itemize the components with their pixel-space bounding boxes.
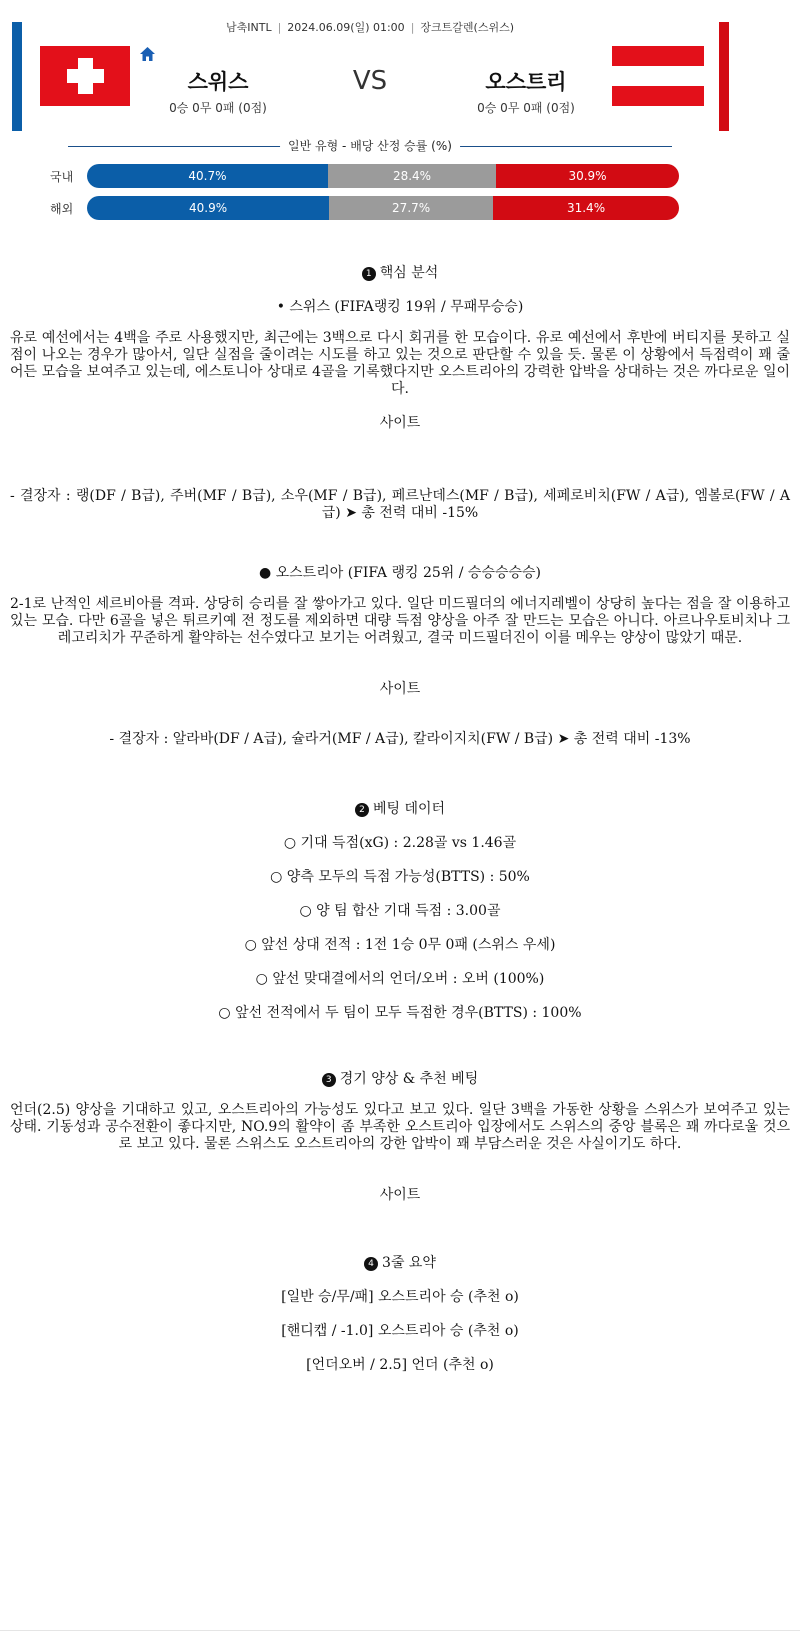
home-team-subheading: • 스위스 (FIFA랭킹 19위 / 무패무승승) (276, 299, 524, 315)
away-team-record: 0승 0무 0패 (0점) (477, 101, 575, 115)
betting-data-item: ○ 양측 모두의 득점 가능성(BTTS) : 50% (270, 869, 530, 885)
away-absent-players: - 결장자 : 알라바(DF / A급), 슐라거(MF / A급), 칼라이지치(FW / B급) ➤ 총 전력 대비 -13% (109, 731, 691, 747)
away-team-subheading: ● 오스트리아 (FIFA 랭킹 25위 / 승승승승승) (258, 565, 542, 581)
home-team-record: 0승 0무 0패 (0점) (169, 101, 267, 115)
home-team-name[interactable]: 스위스 (187, 70, 249, 94)
odds-row-label: 국내 (50, 170, 74, 184)
draw-segment: 28.4% (328, 164, 496, 188)
odds-row-overseas (0, 196, 800, 220)
away-analysis-paragraph: 2-1로 난적인 세르비아를 격파. 상당히 승리를 잘 쌓아가고 있다. 일단 미드필더의 에너지레벨이 상당히 높다는 점을 잘 이용하고 있는 모습. 다만 6골을 넣은 튀르키예 전 정도를 제외하면 대량 득점 양상을 아주 잘 만드는 모습은 아니다. 아르나우토비치나 그레고리치가 꾸준하게 활약하는 선수였다고 보기는 어려웠고, 결국 미드필더진이 이를 메우는 양상이 많았기 때문. (10, 596, 790, 646)
number-1-icon: 1 (362, 267, 376, 281)
away-win-segment: 31.4% (493, 196, 679, 220)
section-heading-betting-data (10, 798, 790, 818)
betting-data-item: ○ 양 팀 합산 기대 득점 : 3.00골 (299, 903, 501, 919)
summary-item: [핸디캡 / -1.0] 오스트리아 승 (추천 o) (281, 1323, 519, 1339)
home-icon (139, 46, 156, 62)
home-win-segment: 40.9% (87, 196, 329, 220)
site-link[interactable]: 사이트 (379, 681, 421, 697)
odds-bar (87, 164, 679, 188)
away-team-name[interactable]: 오스트리 (485, 70, 567, 94)
summary-item: [일반 승/무/패] 오스트리아 승 (추천 o) (281, 1289, 519, 1305)
home-absent-players: - 결장자 : 랭(DF / B급), 주버(MF / B급), 소우(MF / B급), 페르난데스(MF / B급), 세페로비치(FW / A급), 엠볼로(FW / A급) ➤ 총 전력 대비 -15% (10, 488, 790, 521)
number-3-icon: 3 (322, 1073, 336, 1087)
odds-title: 일반 유형 - 배당 산정 승률 (%) (280, 137, 460, 154)
match-venue: 장크트갈렌(스위스) (420, 21, 514, 34)
section-heading-prediction (10, 1068, 790, 1088)
odds-bar (87, 196, 679, 220)
home-win-segment: 40.7% (87, 164, 328, 188)
odds-row-label: 해외 (50, 202, 74, 216)
betting-data-item: ○ 앞선 전적에서 두 팀이 모두 득점한 경우(BTTS) : 100% (218, 1005, 582, 1021)
betting-data-item: ○ 앞선 상대 전적 : 1전 1승 0무 0패 (스위스 우세) (244, 937, 556, 953)
site-link[interactable]: 사이트 (379, 415, 421, 431)
match-meta: 남축INTL | 2024.06.09(일) 01:00 | 장크트갈렌(스위스) (226, 21, 514, 34)
number-4-icon: 4 (364, 1257, 378, 1271)
summary-item: [언더오버 / 2.5] 언더 (추천 o) (306, 1357, 494, 1373)
footer-divider (0, 1630, 800, 1631)
section-title: 베팅 데이터 (372, 801, 446, 817)
home-analysis-paragraph: 유로 예선에서는 4백을 주로 사용했지만, 최근에는 3백으로 다시 회귀를 한 모습이다. 유로 예선에서 후반에 버티지를 못하고 실점이 나오는 경우가 많아서, 일단 실점을 줄이려는 시도를 하고 있는 것으로 판단할 수 있을 듯. 물론 이 상황에서 득점력이 꽤 줄어든 모습을 보여주고 있는데, 에스토니아 상대로 4골을 기록했다지만 오스트리아의 강력한 압박을 상대하는 것은 까다로운 일이다. (10, 330, 790, 397)
match-header (0, 0, 800, 240)
match-datetime: 2024.06.09(일) 01:00 (287, 21, 405, 34)
section-title: 3줄 요약 (382, 1255, 436, 1271)
odds-section-title (68, 137, 672, 157)
section-heading-analysis (10, 262, 790, 282)
away-color-bar (719, 22, 729, 131)
odds-row-domestic (0, 164, 800, 188)
section-title: 핵심 분석 (379, 265, 439, 281)
away-win-segment: 30.9% (496, 164, 679, 188)
betting-data-item: ○ 기대 득점(xG) : 2.28골 vs 1.46골 (283, 835, 517, 851)
home-color-bar (12, 22, 22, 131)
number-2-icon: 2 (355, 803, 369, 817)
vs-label: VS (352, 66, 388, 96)
league-name: 남축INTL (226, 21, 272, 34)
draw-segment: 27.7% (329, 196, 493, 220)
switzerland-flag-icon (40, 46, 130, 106)
austria-flag-icon (612, 46, 704, 106)
betting-data-item: ○ 앞선 맞대결에서의 언더/오버 : 오버 (100%) (255, 971, 545, 987)
site-link[interactable]: 사이트 (379, 1187, 421, 1203)
prediction-paragraph: 언더(2.5) 양상을 기대하고 있고, 오스트리아의 가능성도 있다고 보고 있다. 일단 3백을 가동한 상황을 스위스가 보여주고 있는 상태. 기동성과 공수전환이 좋다지만, NO.9의 활약이 좀 부족한 오스트리아 입장에서도 스위스의 중앙 블록은 꽤 까다로울 것으로 보고 있다. 물론 스위스도 오스트리아의 강한 압박이 꽤 부담스러운 것은 사실이기도 하다. (10, 1102, 790, 1152)
section-title: 경기 양상 & 추천 베팅 (339, 1071, 479, 1087)
section-heading-summary (10, 1252, 790, 1272)
